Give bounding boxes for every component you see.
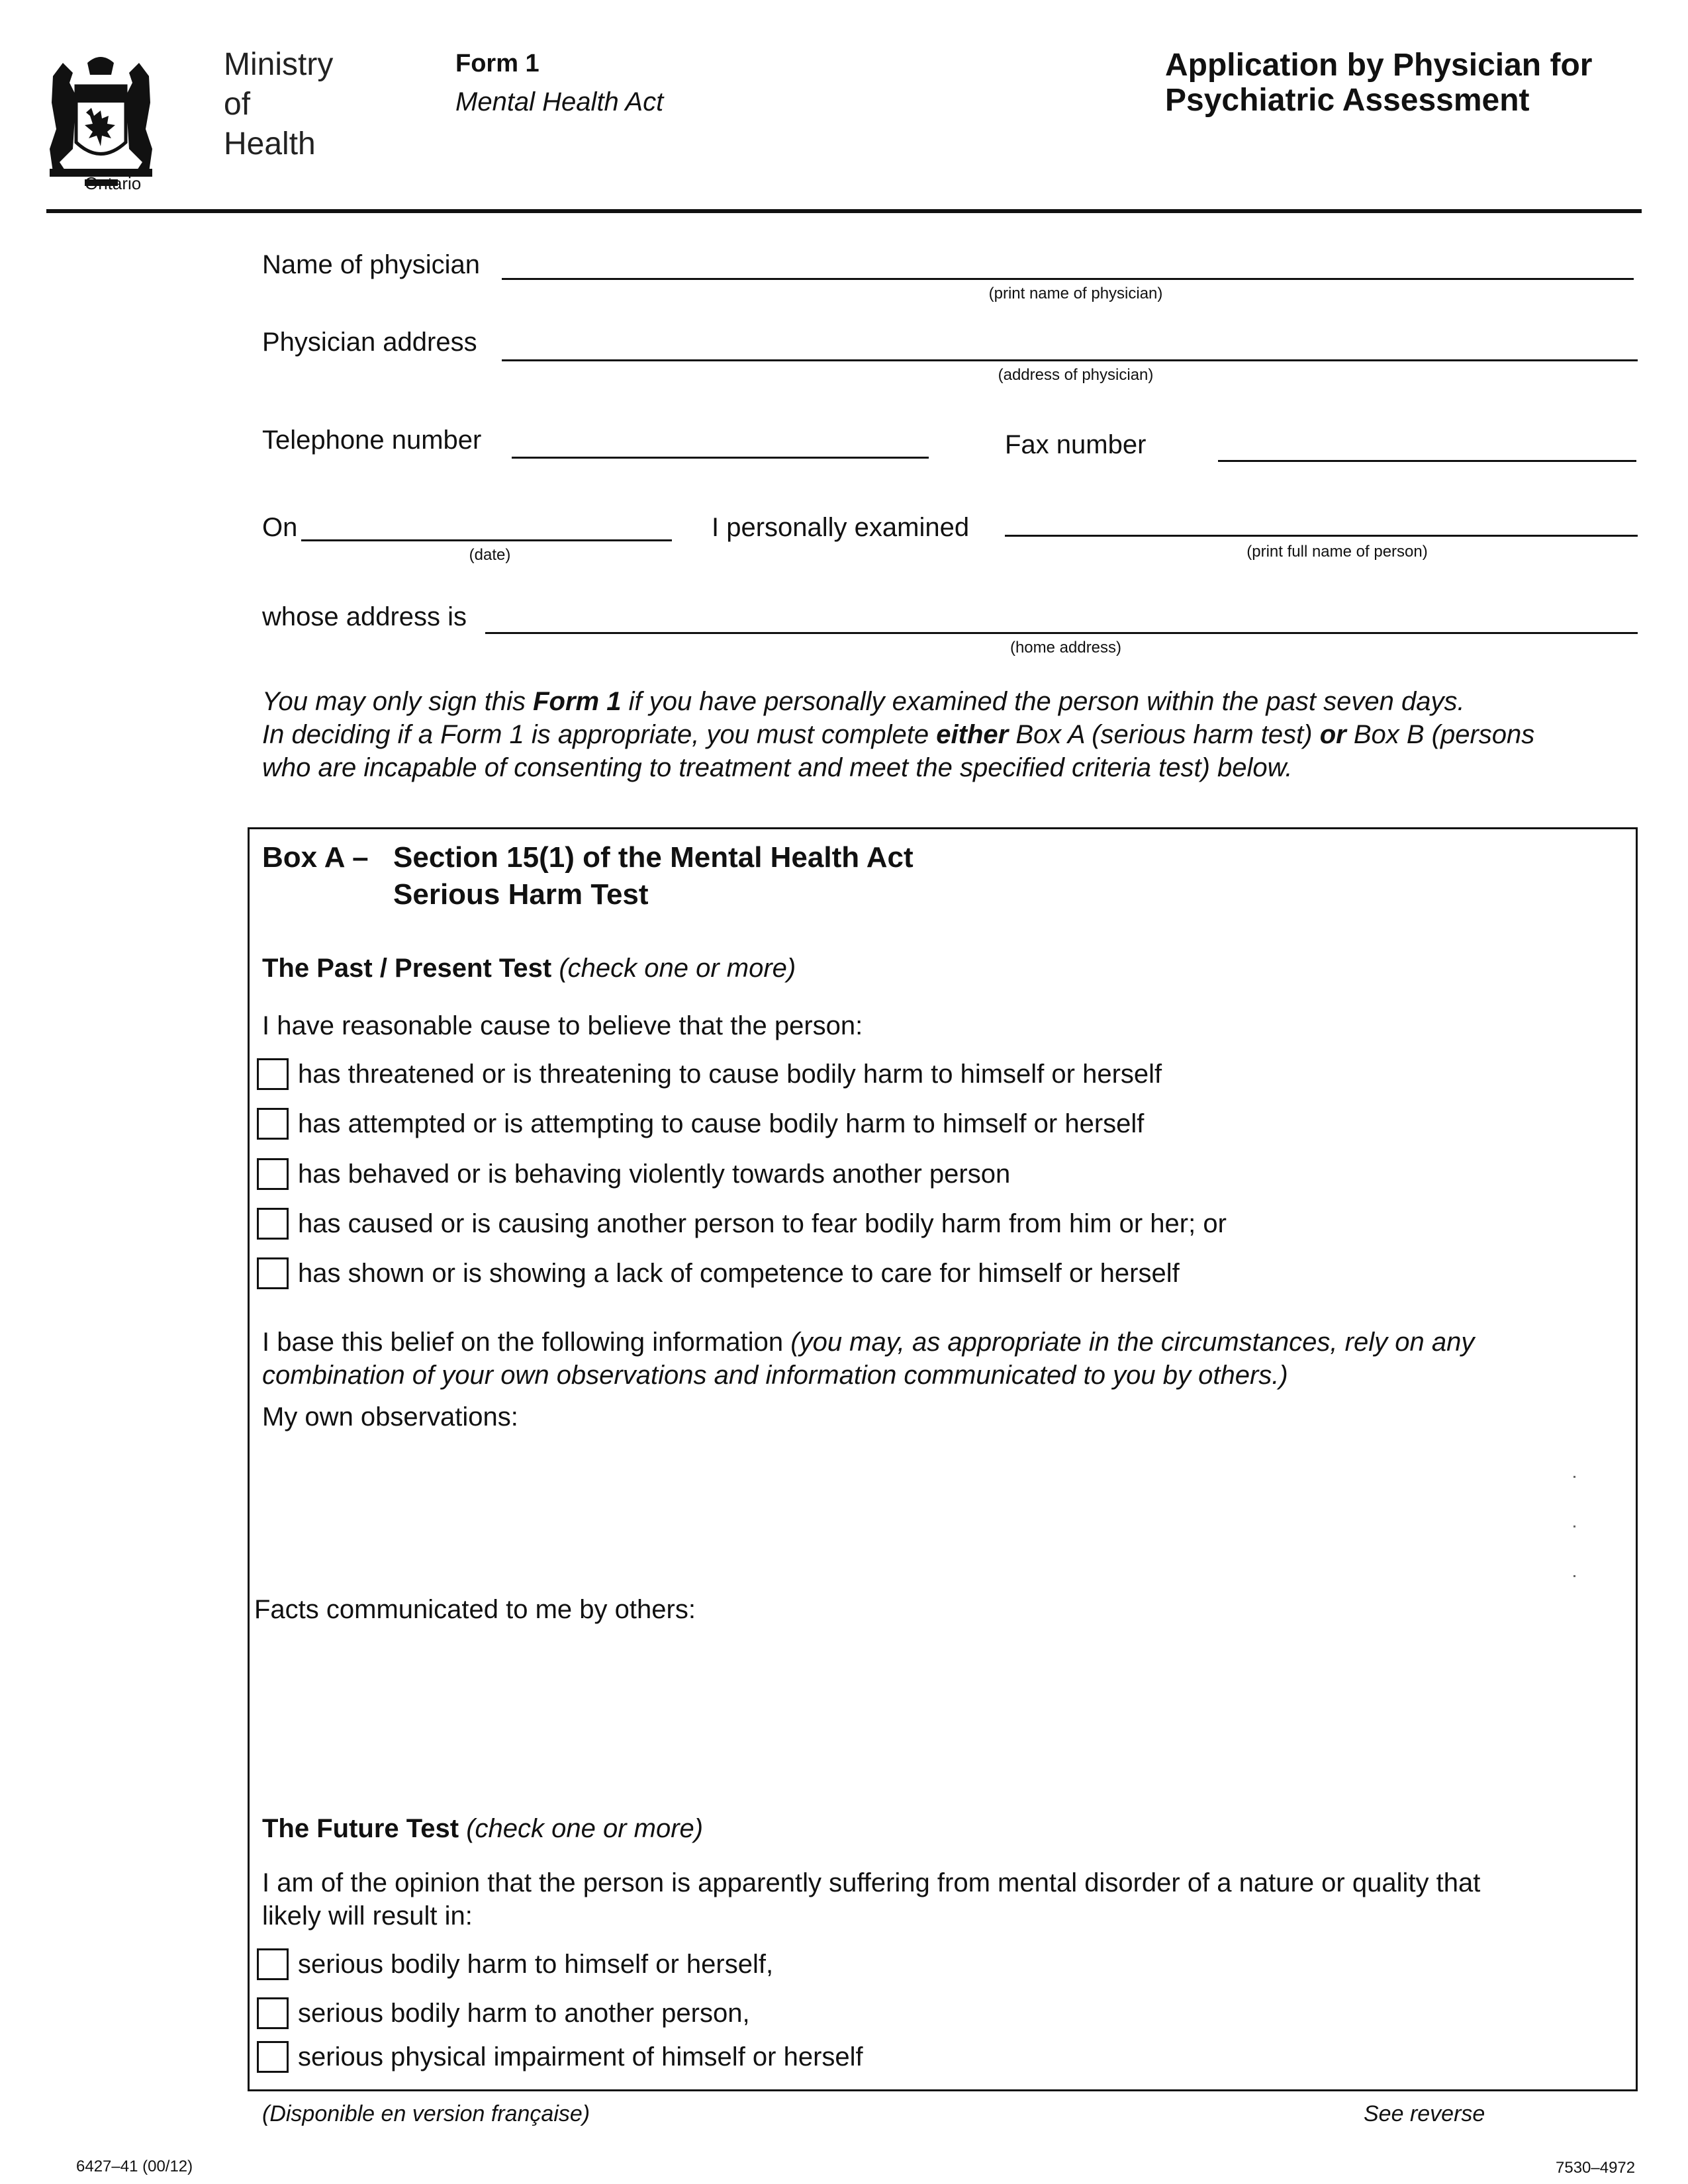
instructions-line-1: You may only sign this Form 1 if you have personally examined the person within the past seven days. [262, 687, 1465, 716]
physician-address-label: Physician address [262, 328, 477, 357]
examined-person-hint: (print full name of person) [1246, 543, 1428, 561]
instructions-paragraph [262, 685, 1639, 784]
ministry-line-1: Ministry [224, 47, 334, 82]
box-a-title [393, 839, 914, 913]
checkbox[interactable] [257, 1948, 289, 1980]
telephone-field[interactable] [512, 457, 929, 459]
facts-by-others-area[interactable] [262, 1631, 1619, 1810]
checkbox[interactable] [257, 1108, 289, 1140]
physician-name-label: Name of physician [262, 250, 481, 279]
basis-paragraph [262, 1326, 1626, 1392]
document-title [1165, 48, 1592, 118]
facts-by-others-label: Facts communicated to me by others: [254, 1595, 696, 1624]
future-test-option[interactable]: serious bodily harm to himself or herself, [257, 1947, 773, 1981]
physician-address-hint: (address of physician) [998, 366, 1154, 384]
box-a-title-line-1: Section 15(1) of the Mental Health Act [393, 841, 914, 874]
exam-date-hint: (date) [469, 546, 511, 564]
form-number: Form 1 [455, 50, 539, 77]
past-present-option[interactable]: has threatened or is threatening to cause bodily harm to himself or herself [257, 1057, 1162, 1091]
future-lead-line-2: likely will result in: [262, 1901, 473, 1931]
person-address-hint: (home address) [1009, 639, 1122, 657]
basis-line-1: I base this belief on the following information (you may, as appropriate in the circumstances, rely on any [262, 1328, 1475, 1357]
physician-name-hint: (print name of physician) [988, 285, 1163, 302]
person-address-label: whose address is [262, 602, 467, 631]
physician-name-field[interactable] [502, 278, 1634, 280]
ontario-coat-of-arms-logo [46, 50, 156, 192]
box-a-title-line-2: Serious Harm Test [393, 878, 649, 911]
past-present-option[interactable]: has behaved or is behaving violently towards another person [257, 1157, 1010, 1191]
instructions-line-2: In deciding if a Form 1 is appropriate, you must complete either Box A (serious harm test) or Box B (persons [262, 720, 1535, 749]
instructions-line-3: who are incapable of consenting to treatment and meet the specified criteria test) below. [262, 753, 1293, 782]
checkbox[interactable] [257, 1158, 289, 1190]
see-reverse-note: See reverse [1364, 2101, 1485, 2126]
form-code: 6427–41 (00/12) [76, 2158, 193, 2175]
future-test-lead [262, 1866, 1626, 1933]
checkbox[interactable] [257, 2041, 289, 2073]
box-a-prefix: Box A – [262, 841, 369, 874]
future-test-option[interactable]: serious bodily harm to another person, [257, 1996, 750, 2030]
checkbox[interactable] [257, 1208, 289, 1240]
past-present-option[interactable]: has caused or is causing another person to fear bodily harm from him or her; or [257, 1206, 1227, 1241]
examined-person-field[interactable] [1005, 535, 1638, 537]
act-name: Mental Health Act [455, 87, 664, 116]
past-present-heading: The Past / Present Test (check one or more) [262, 954, 796, 983]
fax-label: Fax number [1005, 430, 1147, 459]
title-line-2: Psychiatric Assessment [1165, 83, 1530, 118]
fax-field[interactable] [1218, 460, 1636, 462]
past-present-option[interactable]: has attempted or is attempting to cause bodily harm to himself or herself [257, 1107, 1144, 1141]
checkbox[interactable] [257, 1257, 289, 1289]
future-test-option[interactable]: serious physical impairment of himself or herself [257, 2040, 863, 2074]
checkbox[interactable] [257, 1997, 289, 2029]
logo-caption: Ontario [85, 173, 142, 193]
french-version-note: (Disponible en version française) [262, 2101, 590, 2126]
checkbox[interactable] [257, 1058, 289, 1090]
ministry-line-3: Health [224, 126, 316, 161]
future-lead-line-1: I am of the opinion that the person is apparently suffering from mental disorder of a nature or quality that [262, 1868, 1481, 1897]
basis-line-2: combination of your own observations and information communicated to you by others.) [262, 1361, 1288, 1390]
ministry-name [224, 45, 333, 164]
person-address-field[interactable] [485, 632, 1638, 634]
title-line-1: Application by Physician for [1165, 48, 1593, 83]
telephone-label: Telephone number [262, 426, 482, 455]
future-test-heading: The Future Test (check one or more) [262, 1814, 704, 1843]
past-present-lead: I have reasonable cause to believe that the person: [262, 1011, 863, 1040]
own-observations-area[interactable] [262, 1439, 1619, 1572]
exam-date-label: On [262, 513, 298, 542]
header-divider [46, 209, 1642, 213]
past-present-option[interactable]: has shown or is showing a lack of competence to care for himself or herself [257, 1256, 1180, 1291]
exam-date-field[interactable] [301, 539, 672, 541]
stock-number: 7530–4972 [1556, 2159, 1636, 2177]
scan-speck [1573, 1476, 1575, 1478]
ministry-line-2: of [224, 87, 251, 122]
scan-speck [1573, 1575, 1575, 1577]
examined-person-label: I personally examined [712, 513, 970, 542]
physician-address-field[interactable] [502, 359, 1638, 361]
scan-speck [1573, 1525, 1575, 1527]
own-observations-label: My own observations: [262, 1402, 518, 1432]
